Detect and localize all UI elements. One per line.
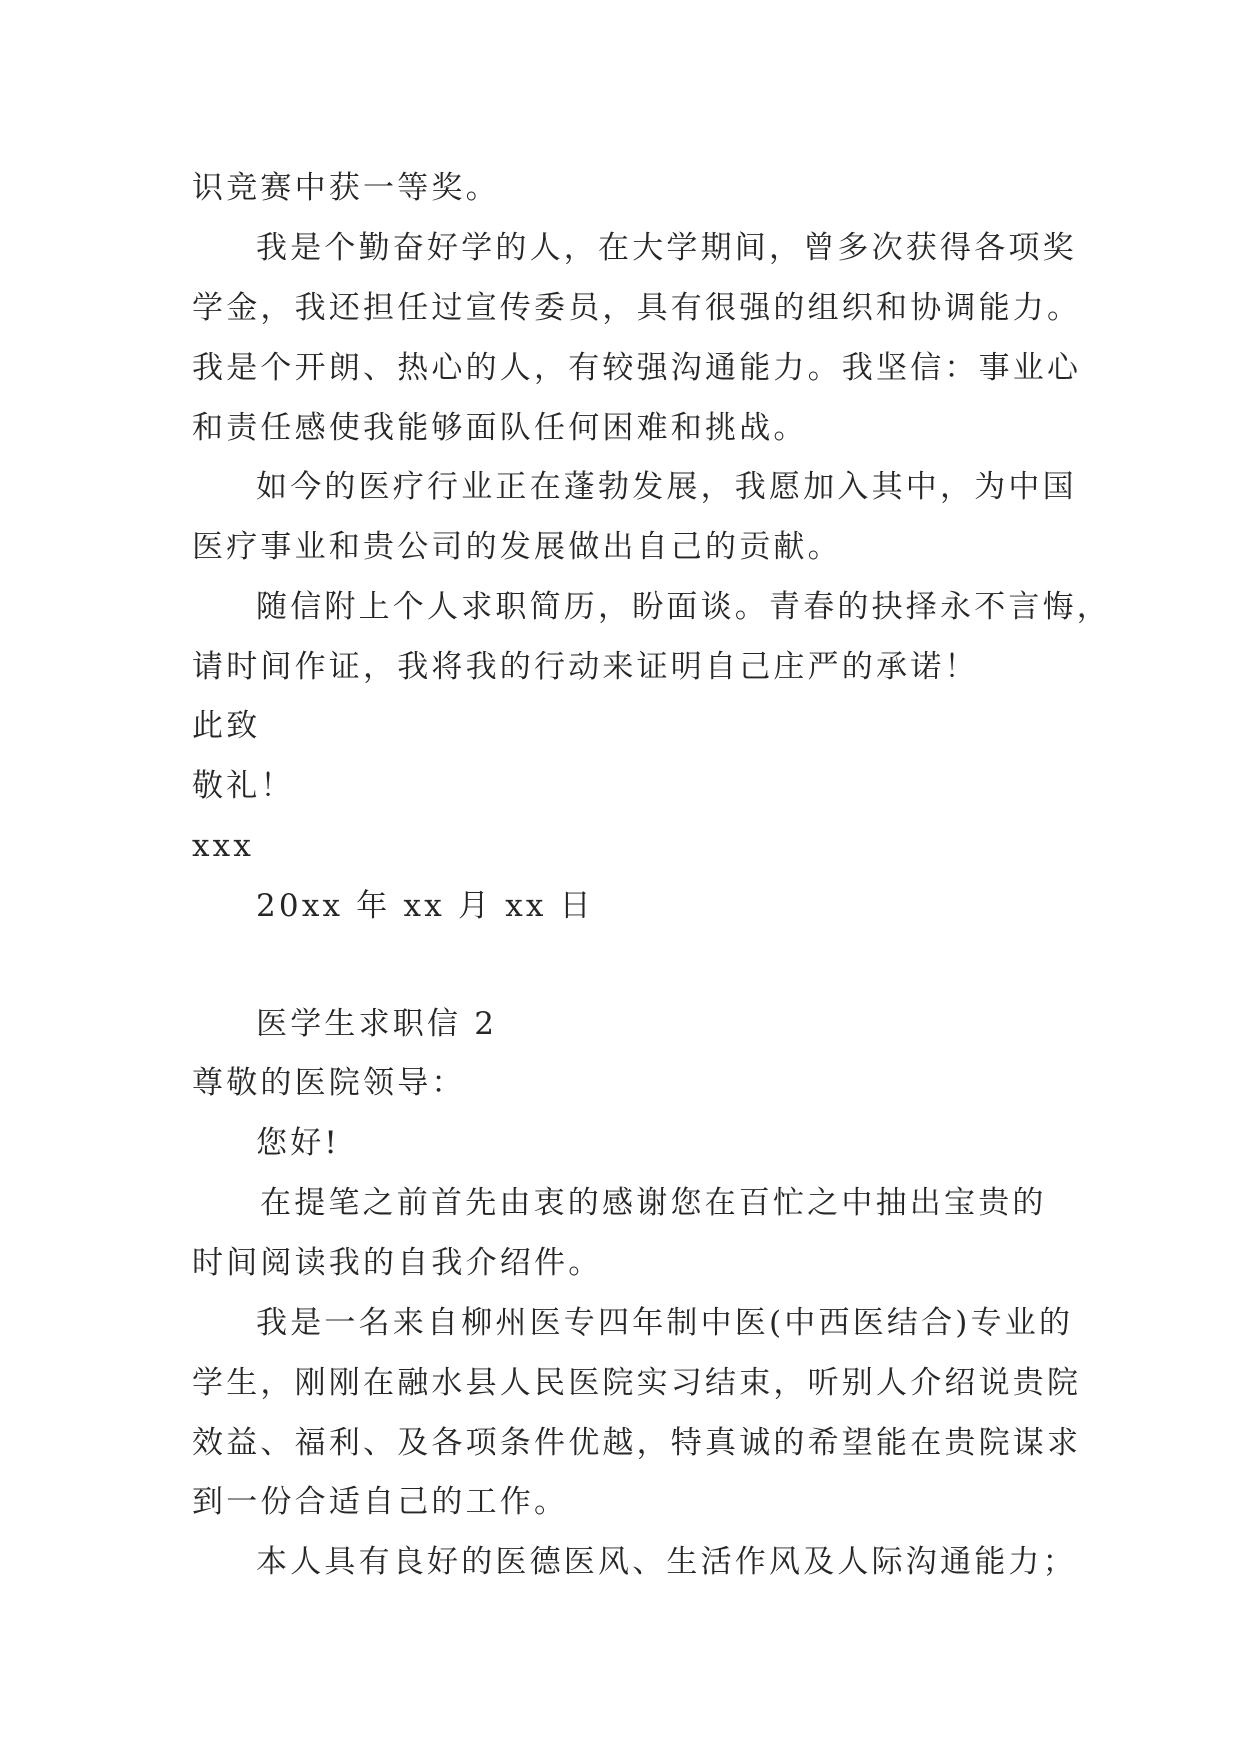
text-line: 请时间作证，我将我的行动来证明自己庄严的承诺！ bbox=[192, 649, 979, 685]
text-line: 在提笔之前首先由衷的感谢您在百忙之中抽出宝贵的 bbox=[260, 1185, 1047, 1221]
closing-line: 此致 bbox=[192, 708, 261, 744]
text-line: 本人具有良好的医德医风、生活作风及人际沟通能力； bbox=[256, 1544, 1077, 1580]
section-title: 医学生求职信 2 bbox=[256, 1006, 498, 1042]
text-line: 我是个勤奋好学的人，在大学期间，曾多次获得各项奖 bbox=[256, 230, 1077, 266]
signature-name: xxx bbox=[192, 828, 255, 864]
text-line: 时间阅读我的自我介绍件。 bbox=[192, 1245, 603, 1281]
text-line: 学金，我还担任过宣传委员，具有很强的组织和协调能力。 bbox=[192, 290, 1082, 326]
text-line: 我是个开朗、热心的人，有较强沟通能力。我坚信：事业心 bbox=[192, 350, 1082, 386]
text-line: 医疗事业和贵公司的发展做出自己的贡献。 bbox=[192, 529, 842, 565]
text-line: 如今的医疗行业正在蓬勃发展，我愿加入其中，为中国 bbox=[256, 469, 1077, 505]
text-line: 和责任感使我能够面队任何困难和挑战。 bbox=[192, 410, 808, 446]
text-line: 效益、福利、及各项条件优越，特真诚的希望能在贵院谋求 bbox=[192, 1425, 1082, 1461]
greeting: 您好! bbox=[256, 1125, 341, 1161]
text-line: 识竞赛中获一等奖。 bbox=[192, 170, 500, 206]
text-line: 学生，刚刚在融水县人民医院实习结束，听别人介绍说贵院 bbox=[192, 1365, 1082, 1401]
text-line: 到一份合适自己的工作。 bbox=[192, 1484, 569, 1520]
date-line: 20xx 年 xx 月 xx 日 bbox=[256, 888, 594, 924]
text-line: 我是一名来自柳州医专四年制中医(中西医结合)专业的 bbox=[256, 1305, 1074, 1341]
closing-line: 敬礼！ bbox=[192, 768, 295, 804]
text-line: 随信附上个人求职简历，盼面谈。青春的抉择永不言悔， bbox=[256, 589, 1111, 625]
salutation: 尊敬的医院领导： bbox=[192, 1065, 466, 1101]
